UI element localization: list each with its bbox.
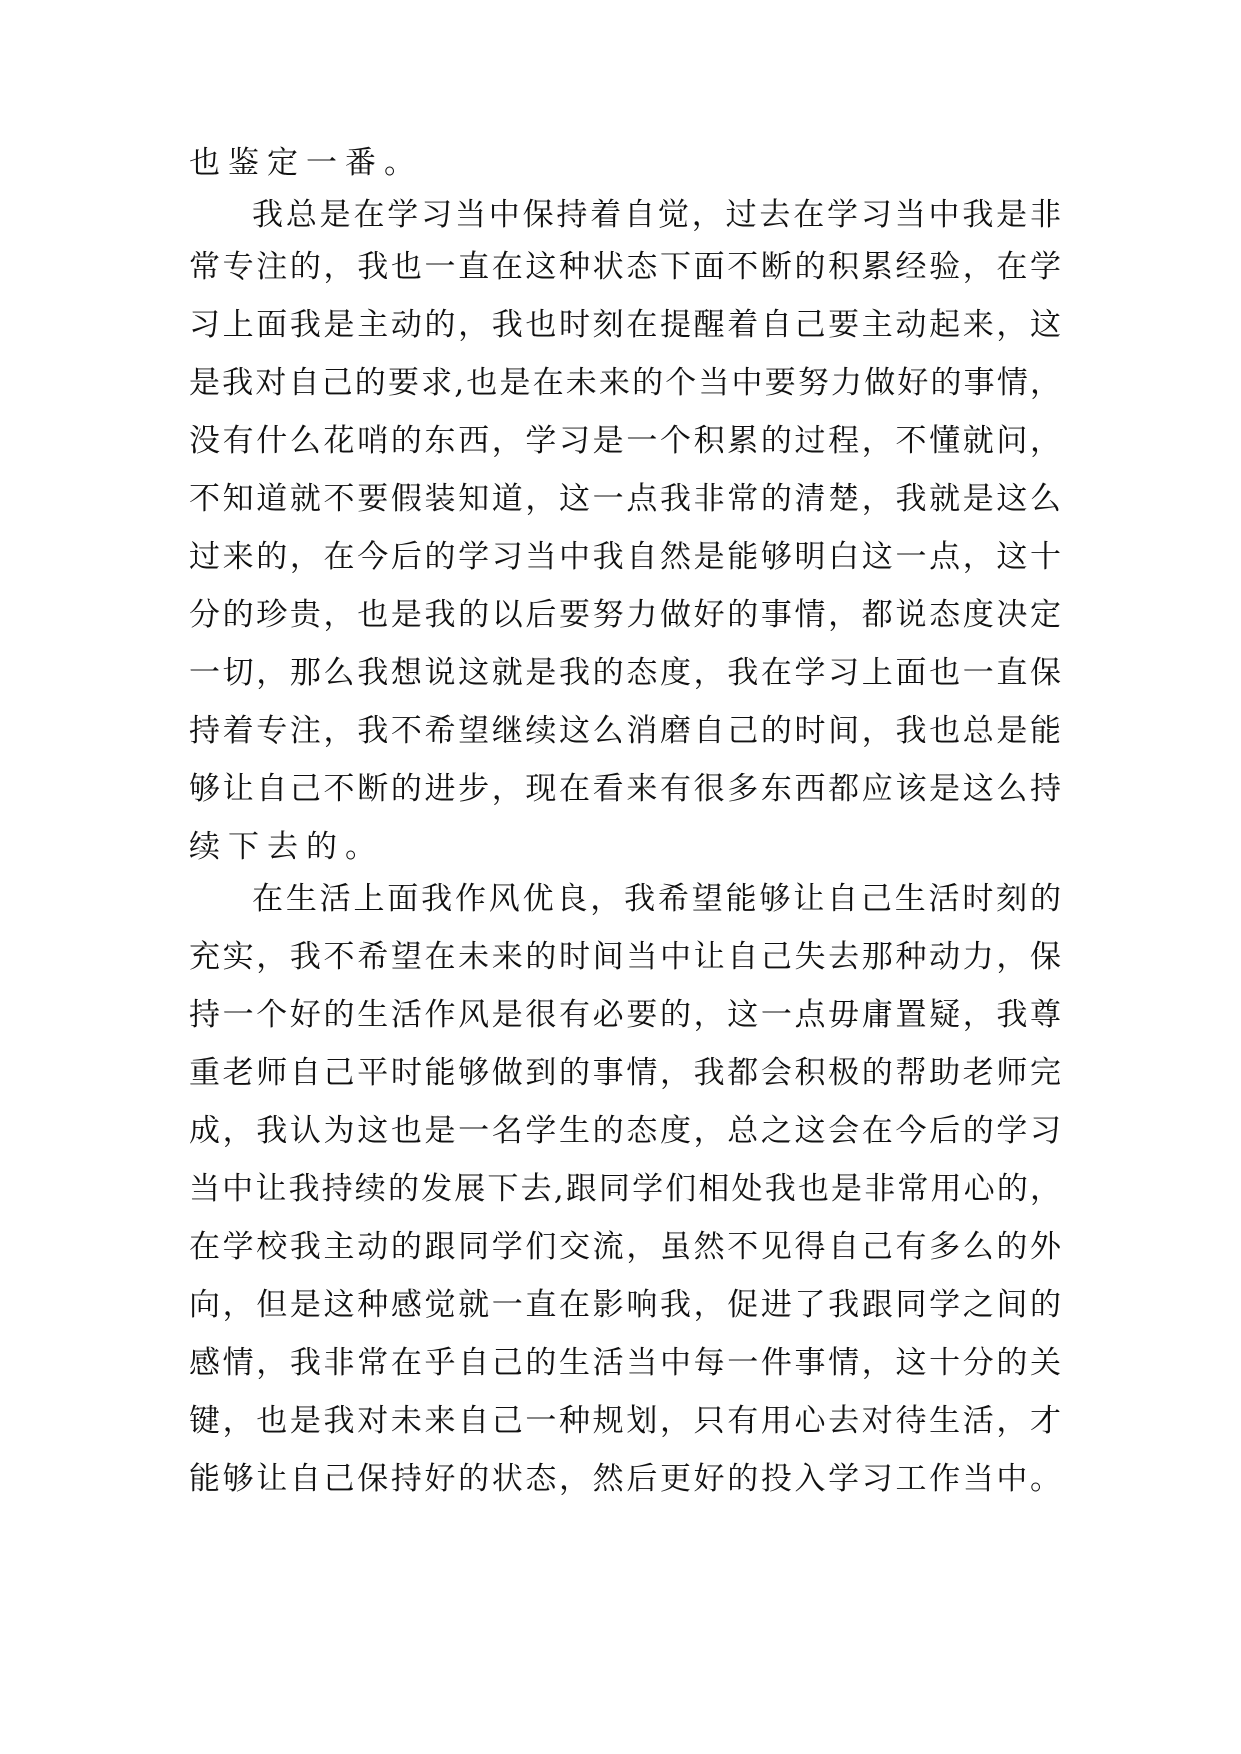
- text-line: 键，也是我对未来自己一种规划，只有用心去对待生活，才: [189, 1403, 1061, 1439]
- text-line: 常专注的，我也一直在这种状态下面不断的积累经验，在学: [189, 249, 1061, 285]
- text-line: 是我对自己的要求,也是在未来的个当中要努力做好的事情，: [189, 365, 1061, 401]
- text-line: 重老师自己平时能够做到的事情，我都会积极的帮助老师完: [189, 1055, 1061, 1091]
- text-line: 没有什么花哨的东西，学习是一个积累的过程，不懂就问，: [189, 423, 1061, 459]
- paragraph-first-line: 在生活上面我作风优良，我希望能够让自己生活时刻的: [252, 881, 1061, 917]
- text-line: 成，我认为这也是一名学生的态度，总之这会在今后的学习: [189, 1113, 1061, 1149]
- text-line: 持着专注，我不希望继续这么消磨自己的时间，我也总是能: [189, 713, 1061, 749]
- text-line: 感情，我非常在乎自己的生活当中每一件事情，这十分的关: [189, 1345, 1061, 1381]
- text-line: 分的珍贵，也是我的以后要努力做好的事情，都说态度决定: [189, 597, 1061, 633]
- text-line: 习上面我是主动的，我也时刻在提醒着自己要主动起来，这: [189, 307, 1061, 343]
- text-line: 续下去的。: [189, 829, 384, 865]
- text-line: 不知道就不要假装知道，这一点我非常的清楚，我就是这么: [189, 481, 1061, 517]
- text-line: 过来的，在今后的学习当中我自然是能够明白这一点，这十: [189, 539, 1061, 575]
- text-line: 能够让自己保持好的状态，然后更好的投入学习工作当中。: [189, 1461, 1061, 1497]
- text-line: 充实，我不希望在未来的时间当中让自己失去那种动力，保: [189, 939, 1061, 975]
- text-line: 也鉴定一番。: [189, 145, 423, 181]
- text-line: 一切，那么我想说这就是我的态度，我在学习上面也一直保: [189, 655, 1061, 691]
- paragraph-first-line: 我总是在学习当中保持着自觉，过去在学习当中我是非: [252, 197, 1061, 233]
- text-line: 够让自己不断的进步，现在看来有很多东西都应该是这么持: [189, 771, 1061, 807]
- text-line: 向，但是这种感觉就一直在影响我，促进了我跟同学之间的: [189, 1287, 1061, 1323]
- text-line: 在学校我主动的跟同学们交流，虽然不见得自己有多么的外: [189, 1229, 1061, 1265]
- text-line: 持一个好的生活作风是很有必要的，这一点毋庸置疑，我尊: [189, 997, 1061, 1033]
- text-line: 当中让我持续的发展下去,跟同学们相处我也是非常用心的，: [189, 1171, 1061, 1207]
